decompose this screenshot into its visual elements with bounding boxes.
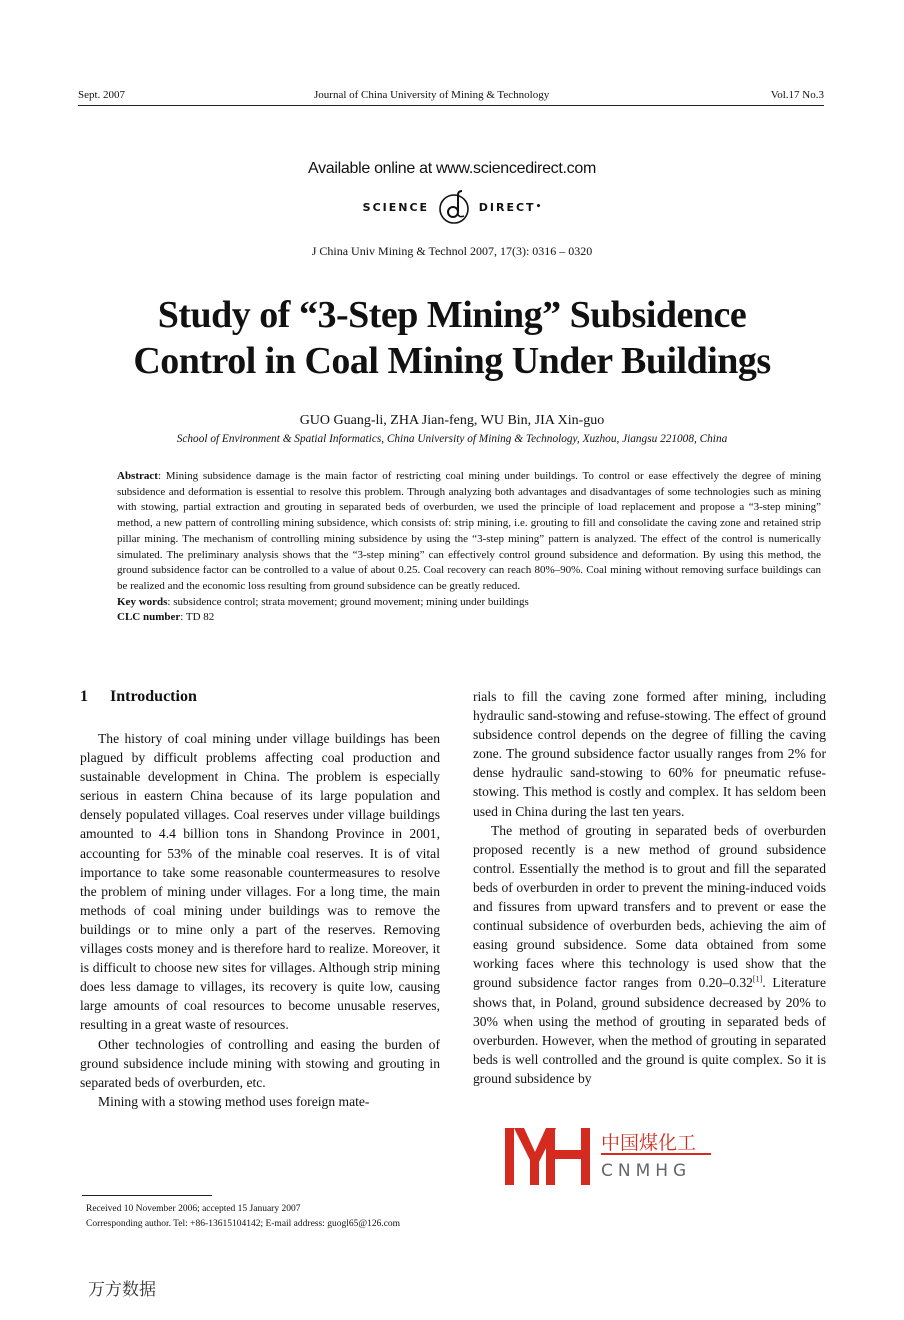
cnmh-logo-icon bbox=[505, 1128, 590, 1185]
issue-date: Sept. 2007 bbox=[78, 89, 126, 101]
keywords-label: Key words bbox=[117, 595, 168, 608]
citation-ref[interactable]: [1] bbox=[752, 974, 763, 984]
clc-number bbox=[117, 610, 821, 626]
volume-number: Vol.17 No.3 bbox=[770, 89, 824, 101]
logo-word-science: SCIENCE bbox=[362, 200, 430, 214]
abstract-block bbox=[117, 469, 821, 626]
available-online-link[interactable]: Available online at www.sciencedirect.com bbox=[308, 160, 596, 177]
clc-label: CLC number bbox=[117, 611, 181, 624]
received-dates: Received 10 November 2006; accepted 15 January 2007 bbox=[86, 1204, 301, 1214]
title-line-1: Study of “3-Step Mining” Subsidence bbox=[157, 294, 747, 336]
paragraph-continued: rials to fill the caving zone formed after mining, including hydraulic sand-stowing and refuse-stowing. The effect of ground subsidence control depends on the degree of filling the caving zone. The ground subsidence factor usually ranges from 2% for dense hydraulic sand-stowing to 60% for pneumatic refuse-stowing. This method is costly and complex. It has seldom been used in China during the last ten years. bbox=[473, 689, 826, 819]
logo-word-direct: DIRECT bbox=[478, 200, 536, 214]
title-line-2: Control in Coal Mining Under Buildings bbox=[133, 340, 771, 382]
keywords-text: : subsidence control; strata movement; ground movement; mining under buildings bbox=[167, 595, 529, 608]
cnmh-watermark bbox=[505, 1128, 835, 1188]
running-head bbox=[78, 89, 824, 106]
clc-text: : TD 82 bbox=[180, 611, 215, 624]
paragraph-text: . Literature shows that, in Poland, ground subsidence decreased by 20% to 30% when using the method of grouting in separated beds of overburden. However, when the method of grouting in separated beds is well controlled and the ground is quite complex. So it is ground subsidence by bbox=[473, 975, 826, 1086]
paragraph: Other technologies of controlling and easing the burden of ground subsidence include mining with stowing and grouting in separated beds of overburden, etc. bbox=[80, 1036, 440, 1090]
affiliation: School of Environment & Spatial Informatics, China University of Mining & Technology, Xuzhou, Jiangsu 221008, China bbox=[176, 433, 728, 445]
authors: GUO Guang-li, ZHA Jian-feng, WU Bin, JIA Xin-guo bbox=[299, 413, 605, 428]
left-column bbox=[80, 729, 440, 1111]
footnote-divider bbox=[82, 1195, 212, 1196]
abstract-label: Abstract bbox=[117, 470, 158, 482]
right-column bbox=[473, 687, 826, 1088]
wanfang-watermark: 万方数据 bbox=[88, 1280, 156, 1300]
section-title: Introduction bbox=[110, 688, 197, 705]
section-heading bbox=[80, 688, 197, 706]
paragraph: The history of coal mining under village buildings has been plagued by difficult problems affecting coal production and sustainable development in China. The problem is especially serious in eastern China because of its large population and densely populated villages. Coal reserves under village buildings amounted to 4.4 billion tons in Shandong Province in 2001, accounting for 53% of the minable coal reserves. It is of vital importance to take some reasonable countermeasures to resolve the problem of mining under villages. For a long time, the main methods of coal mining under buildings was to remove the buildings or to mine only a part of the reserves. Removing villages costs money and is therefore hard to realize. Moreover, it is difficult to choose new sites for villages. Although strip mining does less damage to villages, its recovery is quite low, causing large amounts of coal resources to become unusable reserves, resulting in a great waste of resources. bbox=[80, 731, 440, 1033]
corresponding-author: Corresponding author. Tel: +86-13615104142; E-mail address: guogl65@126.com bbox=[86, 1219, 401, 1229]
keywords bbox=[117, 595, 821, 611]
paragraph: Mining with a stowing method uses foreign mate- bbox=[98, 1093, 370, 1109]
citation: J China Univ Mining & Technol 2007, 17(3): 0316 – 0320 bbox=[311, 244, 593, 258]
abstract-text: : Mining subsidence damage is the main factor of restricting coal mining under buildings. To control or ease effectively the degree of mining subsidence and deformation is essential to resolve this problem. Through analyzing both advantages and disadvantages of some technologies such as mining with stowing, partial extraction and grouting in separated beds of overburden, we used the principle of load replacement and propose a “3-step mining” method, a new pattern of controlling mining subsidence, which consists of: strip mining, i.e. grouting to fill and consolidate the caving zone and retained strip pillar mining. The mechanism of controlling mining subsidence by using the “3-step mining” pattern is analyzed. The effect of the control is numerically simulated. The preliminary analysis shows that the “3-step mining” can effectively control ground subsidence and deformation. By using this method, the ground subsidence factor can be controlled to a value of about 0.25. Coal recovery can reach 80%–90%. Coal mining without removing surface buildings can be realized and the economic loss resulting from ground subsidence can be greatly reduced. bbox=[117, 470, 821, 592]
logo-dot: • bbox=[535, 202, 542, 212]
section-number: 1 bbox=[80, 688, 88, 705]
sciencedirect-at-icon bbox=[437, 188, 471, 226]
cnmh-english-text: CNMHG bbox=[601, 1161, 692, 1181]
abstract bbox=[117, 469, 821, 595]
sciencedirect-logo bbox=[0, 188, 904, 228]
paragraph-text: The method of grouting in separated beds of overburden proposed recently is a new method of ground subsidence control. Essentially the method is to grout and fill the separated beds of overburden in order to prevent the mining-induced voids and fissures from upward transfers and to prevent or ease the continual subsidence of overburden beds, achieving the aim of easing ground subsidence. Some data obtained from some working faces where this technology is used show that the ground subsidence factor ranges from 0.20–0.32 bbox=[473, 822, 826, 991]
paragraph bbox=[473, 821, 826, 1088]
cnmh-chinese-text: 中国煤化工 bbox=[601, 1128, 698, 1155]
journal-name: Journal of China University of Mining & Technology bbox=[314, 89, 550, 101]
footnotes bbox=[86, 1202, 400, 1232]
article-title bbox=[0, 292, 904, 384]
cnmh-rule bbox=[601, 1153, 711, 1155]
